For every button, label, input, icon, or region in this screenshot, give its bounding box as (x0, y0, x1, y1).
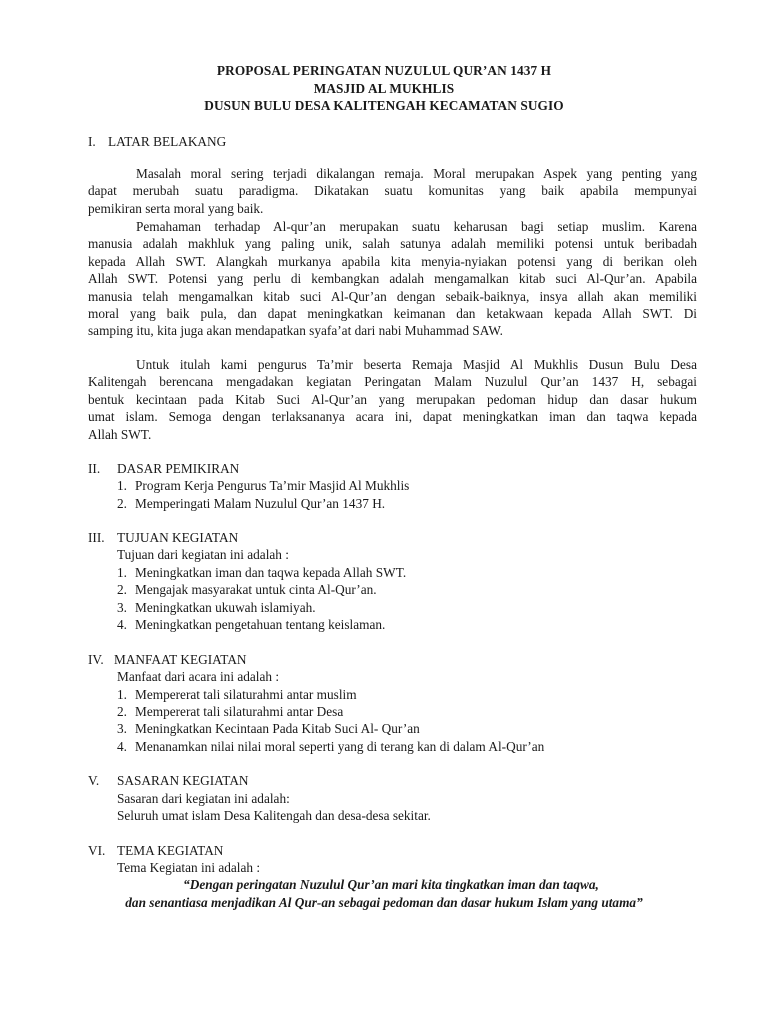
list-item-number: 1. (117, 687, 127, 702)
list-item: Meningkatkan ukuwah islamiyah. (135, 600, 316, 615)
title-line-3: DUSUN BULU DESA KALITENGAH KECAMATAN SUGIO (204, 98, 564, 113)
paragraph-line: Pemahaman terhadap Al-qur’an merupakan suatu keharusan bagi setiap muslim. Karena (136, 219, 697, 234)
section-2-number: II. (88, 461, 101, 476)
paragraph-line: Untuk itulah kami pengurus Ta’mir beserta Remaja Masjid Al Mukhlis Dusun Bulu Desa (136, 357, 697, 372)
section-3-number: III. (88, 530, 105, 545)
paragraph-line: manusia telah mengamalkan kitab suci Al-Qur’an dengan sebaik-baiknya, insya allah akan memiliki (88, 288, 697, 304)
paragraph-line: moral yang baik pula, dan dapat meningkatkan keimanan dan ketakwaan kepada Allah SWT. Di (88, 305, 697, 321)
list-item: Meningkatkan pengetahuan tentang keislaman. (135, 617, 386, 632)
section-1-title: LATAR BELAKANG (108, 134, 227, 149)
section-4-number: IV. (88, 652, 104, 667)
list-item: Program Kerja Pengurus Ta’mir Masjid Al Mukhlis (135, 478, 410, 493)
list-item-number: 1. (117, 478, 127, 493)
paragraph-line: kepada Allah SWT. Alangkah murkanya apabila kita menyia-nyiakan potensi yang di berikan oleh (88, 253, 697, 269)
paragraph-line: Masalah moral sering terjadi dikalangan remaja. Moral merupakan Aspek yang penting yang (136, 166, 697, 181)
section-2-title: DASAR PEMIKIRAN (117, 461, 240, 476)
background-paragraph-2 (88, 218, 697, 340)
section-3-intro: Tujuan dari kegiatan ini adalah : (117, 547, 289, 562)
list-item: Menanamkan nilai nilai moral seperti yang di terang kan di dalam Al-Qur’an (135, 739, 545, 754)
list-item-number: 3. (117, 600, 127, 615)
list-item: Memperingati Malam Nuzulul Qur’an 1437 H. (135, 496, 386, 511)
paragraph-line: Allah SWT. Potensi yang perlu di kembangkan adalah mengamalkan kitab suci Al-Qur’an. Apabila (88, 271, 697, 287)
section-5-title: SASARAN KEGIATAN (117, 773, 249, 788)
list-item-number: 4. (117, 739, 127, 754)
section-5-text: Seluruh umat islam Desa Kalitengah dan desa-desa sekitar. (117, 808, 431, 823)
paragraph-line: umat islam. Semoga dengan terlaksananya acara ini, dapat meningkatkan iman dan taqwa kepada (88, 409, 697, 425)
list-item-number: 3. (117, 721, 127, 736)
list-item: Mempererat tali silaturahmi antar Desa (135, 704, 344, 719)
list-item-number: 1. (117, 565, 127, 580)
section-4-intro: Manfaat dari acara ini adalah : (117, 669, 280, 684)
section-1-number: I. (88, 134, 96, 149)
list-item-number: 4. (117, 617, 127, 632)
paragraph-line: dapat merubah suatu paradigma. Dikatakan suatu komunitas yang baik apabila mempunyai (88, 183, 697, 199)
paragraph-line: Allah SWT. (88, 426, 152, 442)
paragraph-line: samping itu, kita juga akan mendapatkan syafa’at dari nabi Muhammad SAW. (88, 323, 503, 339)
list-item: Mempererat tali silaturahmi antar muslim (135, 687, 357, 702)
paragraph-line: pemikiran serta moral yang baik. (88, 200, 264, 216)
section-4-title: MANFAAT KEGIATAN (114, 652, 247, 667)
title-line-2: MASJID AL MUKHLIS (313, 81, 455, 96)
paragraph-line: manusia adalah makhluk yang paling unik, salah satunya adalah memiliki potensi untuk beribadah (88, 236, 697, 252)
theme-quote-line-2: dan senantiasa menjadikan Al Qur-an sebagai pedoman dan dasar hukum Islam yang utama” (125, 895, 643, 910)
list-item-number: 2. (117, 582, 127, 597)
title-line-1: PROPOSAL PERINGATAN NUZULUL QUR’AN 1437 H (216, 63, 552, 78)
list-item-number: 2. (117, 704, 127, 719)
list-item-number: 2. (117, 496, 127, 511)
section-6-intro: Tema Kegiatan ini adalah : (117, 860, 261, 875)
section-5-number: V. (88, 773, 100, 788)
theme-quote-line-1: “Dengan peringatan Nuzulul Qur’an mari kita tingkatkan iman dan taqwa, (183, 877, 599, 892)
background-paragraph-3 (88, 356, 697, 443)
section-3-title: TUJUAN KEGIATAN (117, 530, 239, 545)
list-item: Mengajak masyarakat untuk cinta Al-Qur’an. (135, 582, 377, 597)
section-6-number: VI. (88, 843, 106, 858)
section-5-intro: Sasaran dari kegiatan ini adalah: (117, 791, 290, 806)
list-item: Meningkatkan iman dan taqwa kepada Allah SWT. (135, 565, 407, 580)
list-item: Meningkatkan Kecintaan Pada Kitab Suci Al- Qur’an (135, 721, 420, 736)
background-paragraph-1 (88, 165, 697, 217)
paragraph-line: Kalitengah berencana mengadakan kegiatan Peringatan Malam Nuzulul Qur’an 1437 H, sebagai (88, 374, 697, 390)
paragraph-line: bentuk kecintaan pada Kitab Suci Al-Qur’an yang merupakan pedoman hidup dan dasar hukum (88, 391, 697, 407)
section-6-title: TEMA KEGIATAN (117, 843, 224, 858)
